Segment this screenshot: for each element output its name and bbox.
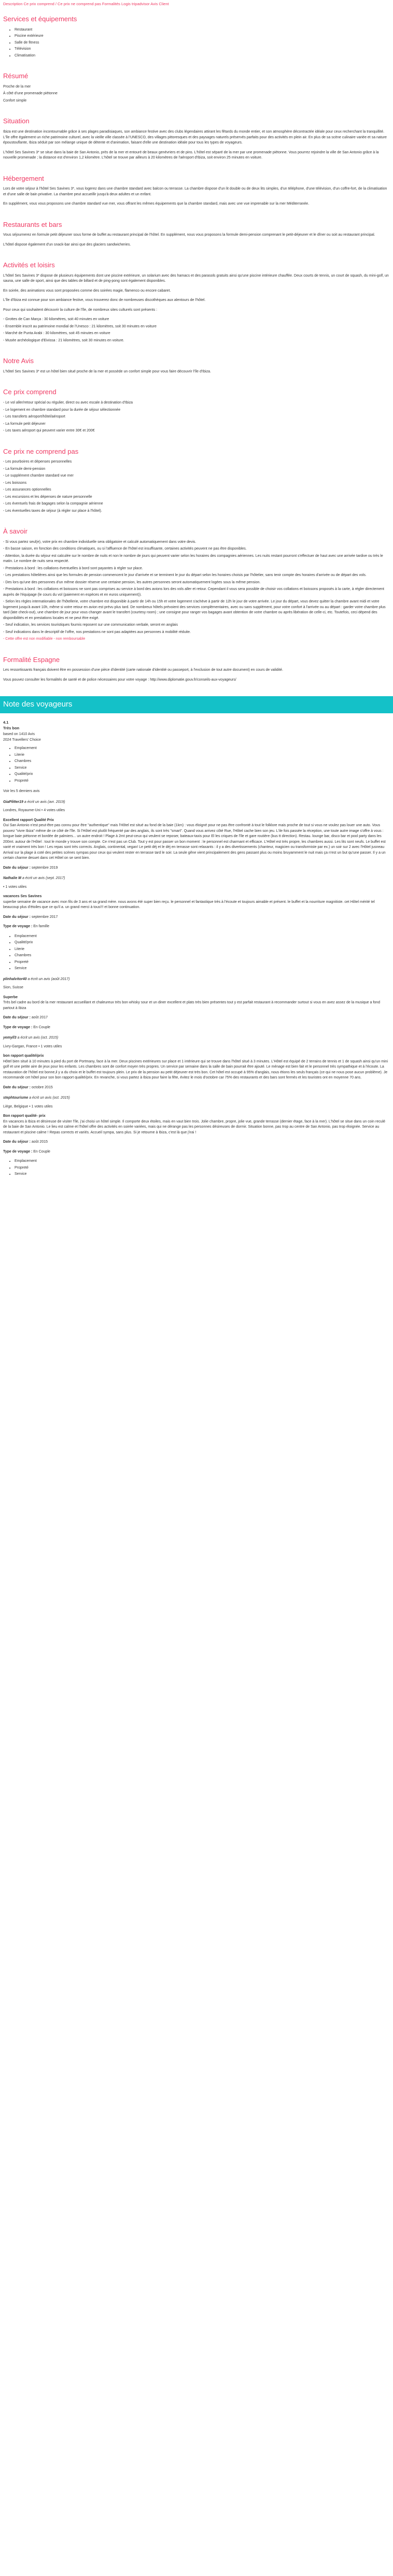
page-content [0, 0, 393, 1188]
type-label: Type de voyage : [3, 1149, 33, 1154]
prix-comprend-title: Ce prix comprend [3, 388, 57, 396]
paragraph: L'hôtel Ses Savines 3* se situe dans la baie de San Antonio, près de la mer et entouré de beaux genévriers et de pins. L'hôtel est séparé de la mer par une promenade piétonne. Vous pourrez rejoindre la ville de San Antonio grâce à la nouvelle promenade ; la distance est d'environ 1,2 kilomètre. L'hôtel se trouve par ailleurs à 20 kilomètres de l'aéroport d'Ibiza, soit environ 25 minutes en voiture. [3, 150, 379, 160]
review-visit [3, 915, 390, 920]
category-item: • Literie [15, 753, 390, 758]
list-item: - Les prestations hôtelières ainsi que les formules de pension commencent le jour d'arrivée et se terminent le jour du départ selon les horaires choisis par l'hôtelier, sans tenir compte des horaires d'arrivée ou de départ des vols. [3, 573, 367, 578]
type-label: Type de voyage : [3, 1025, 33, 1029]
review-title: Bon rapport qualité- prix [3, 1114, 46, 1118]
activites-title: Activités et loisirs [3, 261, 55, 269]
paragraph: Les ressortissants français doivent être en possession d'une pièce d'identité (carte nationale d'identité ou passeport, à l'exclusion de tout autre document) en cours de validité. [3, 668, 283, 672]
list-item: - Les assurances optionnelles [3, 488, 51, 492]
paragraph[interactable]: Vous pouvez consulter les formalités de santé et de police nécessaires pour votre voyage : http://www.diplomatie.gouv.fr/conseils-aux-voyageurs/ [3, 678, 236, 682]
hebergement-title: Hébergement [3, 174, 44, 182]
visit-label: Date du séjour : [3, 915, 31, 919]
review-location: Sion, Suisse [3, 986, 23, 990]
list-item: - En basse saison, en fonction des conditions climatiques, ou si l'affluence de l'hôtel est insuffisante, certaines activités peuvent ne pas être disponibles. [3, 547, 247, 551]
review-item [3, 876, 390, 972]
list-item: • Climatisation [15, 53, 390, 59]
resume-line: Confort simple [3, 98, 27, 103]
site-line: - Musée archéologique d'Eivissa : 21 kilomètres, soit 30 minutes en voiture. [3, 338, 124, 342]
review-author[interactable]: GiaPlitter19 [3, 800, 23, 804]
review-item [3, 977, 390, 1031]
paragraph: L'île d'Ibiza est connue pour son ambiance festive, vous trouverez donc de nombreuses discothèques aux alentours de l'hôtel. [3, 298, 206, 303]
review-categories [3, 1159, 390, 1177]
review-text: Très bel cadre au bord de la mer restaurant accueillant et chaleureux très bon whisky sour et un diner excellent et plats très bien présentes tout y est parfait restaurant à recommander surtout si vous en avez assez de la musique a fond partout à Ibiza [3, 1001, 380, 1010]
review-visit [3, 1015, 390, 1021]
prix-ne-comprend-section [3, 448, 390, 514]
review-item [3, 1096, 390, 1177]
site-line: - Grottes de Can Marça : 30 kilomètres, soit 40 minutes en voiture [3, 318, 109, 322]
list-item: • Salle de fitness [15, 40, 390, 46]
paragraph: Pour ceux qui souhaitent découvrir la culture de l'île, de nombreux sites culturels sont présents : [3, 308, 158, 312]
paragraph: Lors de votre séjour à l'hôtel Ses Savines 3*, vous logerez dans une chambre standard avec balcon ou terrasse. La chambre dispose d'un lit double ou de deux lits simples, d'un téléphone, d'une télévision, d'un coffre-fort, de la climatisation et d'une salle de bain privative. La chambre peut accueillir jusqu'à deux adultes et un enfant. [3, 187, 387, 196]
paragraph: L'hôtel Ses Savines 3* est un hôtel bien situé proche de la mer et possède un confort simple pour vous faire découvrir l'île d'Ibiza. [3, 369, 211, 373]
review-text: superbe semaine de vacance avec mon fils de 3 ans et sa grand mère. nous avons été super bien reçu. le personnel et fantastique très à l'écoute et toujours aimable et présent. le buffet et la nourriture magnitiste. cet Hôtel mérité tel beaucoup plus d'étoiles que ce qu'il a. un grand merci à tous!!! et bonne continuation. [3, 900, 375, 910]
type-value: En famille [33, 925, 49, 929]
review-date: a écrit un avis (avr. 2019) [24, 800, 65, 804]
type-value: En Couple [33, 1149, 50, 1154]
activites-section [3, 261, 390, 343]
paragraph: Ibiza est une destination incontournable grâce à ses plages paradisiaques, son ambiance festive avec des clubs légendaires attirant les fêtards du monde entier, et son atmosphère décontractée idéale pour ceux recherchant la tranquillité. L'île offre également un riche patrimoine culturel, avec la vieille ville classée à l'UNESCO, des villages pittoresques et des paysages naturels préservés parfaits pour des activités en plein air. En plus de sa scène culinaire variée et sa nature époustouflante, Ibiza séduit par son mélange unique de détente et d'animation, faisant d'elle une destination idéale pour tous les types de voyageurs. [3, 130, 387, 145]
visit-value: août 2015 [31, 1140, 48, 1144]
visit-value: octobre 2015 [31, 1085, 53, 1089]
review-visit [3, 866, 390, 871]
paragraph: En soirée, des animations vous sont proposées comme des soirées magie, flamenco ou encore cabaret. [3, 289, 171, 293]
list-item: - Les boissons [3, 481, 27, 485]
review-author-line [3, 1096, 390, 1101]
breadcrumb[interactable]: Description Ce prix comprend / Ce prix ne comprend pas Formalités Logis tripadvisor Avis Client [3, 2, 169, 6]
list-item: - Seuf indications dans le descriptif de l'offre, nos prestations ne sont pas adaptées aux personnes à mobilité réduite. [3, 630, 191, 634]
category-item: • Service [15, 966, 390, 972]
review-item [3, 800, 390, 871]
review-text: Oui San Antonio n'est peut-être pas connu pour être "authentique" mais l'Hôtel est situé au fond de la baie (1km) : vous éloigné pour ne pas être confronté à tout le folklore mais proche de tout si vous ne voulez pas louer une auto. Vous pouvez "vivre Ibiza" même de ce côté de l'île. Si l'Hôtel est plutôt fréquenté par des anglais, ils sont très "smart". Quand vous arrivez côté Rue, l'Hôtel cache bien son jeu. L'ile fois passée la réception, une toute autre image s'offre à vous : longue baie piétonne et bordée de palmiers... un autre endroit ! Plage à 2mt peut-ceux qui veulent se reposer, bateaux-taxis pour El les criques de l'île et gare routière (bus tt direction). Restau. lounge bar, disco bar et pool party dans les 200mt. autour de l'Hôtel : tout le monde y trouve son compte. Ce n'est pas un Club. Tout y est pour passer un bon moment : le personnel est charmant et efficace. L'Hôtel est très propre, les chambres aussi. Les lits sont neufs. Le buffet est varié et vraiment très bon ! Les repas sont très corrects. Anglais, continental, vegan! Le petit déj et le déj en terrasse sont relaxants : il y a des divertissements (chanteur, magicien ou transformiste par ex.) un soir sur 2 avec l'Hôtel jusneau Arrival sur la plage à coté des petites scènes sympas pour ceux qui veulent rester en terrasse tard le soir. La seule gêne vient principalement des gens passant plus ou moins bruyamment le nuit mais ça n'est un but qu'une passer. Il y a un certain charme desuet dans cet Hôtel on se sent bien. [3, 824, 386, 860]
review-text: Hôtel bien situé à 10 minutes à pied du port de Portmany, face à la mer. Deux piscines extérieures sur place et 1 intérieure qui se trouve dans l'hôtel situé à 3 minutes. L'Hôtel est équipé de 2 terrains de tennis et 1 de squash ainsi qu'un mini golf et une petite aire de jeux pour les enfants. Les chambres sont de confort moyen très propres. Un service par semaine dans la salle de bain pourrait être ajouté. Le ménage est bien fait et le personnel très sympathique et à l'écoute. La restauration de l'hôtel est bonne,il y a du choix et le buffet est toujours plein. Le prix de la pension au petit déjeuner est très bon. Cet hôtel est occupé à 95% d'anglais, nous étions les seuls français (ce qui ne nous pose aucun problème). Je recommande cet hôtel pour son bon rapport qualité/prix. En revanche, si vous partez à Ibiza pour faire la fête, évitez le mois d'octobre car 75% des restaurants et des bars sont fermés et les touristes ont en moyenne 70 ans. [3, 1059, 388, 1080]
list-item: - Prestations à bord : les collations éventuelles à bord sont payantes à régler sur place. [3, 566, 143, 570]
review-date: a écrit un avis (oct. 2015) [17, 1036, 59, 1040]
review-author-line [3, 1035, 390, 1041]
review-author[interactable]: stephtourisme [3, 1096, 29, 1100]
review-categories [3, 934, 390, 972]
review-title: Superbe [3, 995, 18, 999]
resume-line: Proche de la mer [3, 84, 31, 89]
visit-value: septembre 2019 [31, 866, 58, 870]
a-savoir-title: À savoir [3, 527, 27, 536]
category-item: • Chambres [15, 759, 390, 765]
list-item: - La formule petit déjeuner [3, 422, 46, 426]
services-title: Services et équipements [3, 15, 77, 23]
category-item: • Chambres [15, 953, 390, 959]
visit-value: septembre 2017 [31, 915, 58, 919]
paragraph: Vous séjournerez en formule petit déjeuner sous forme de buffet au restaurant principal de l'hôtel. En supplément, nous vous proposons la formule demi-pension comprenant le petit-déjeuner et le dîner ou soit au restaurant principal. [3, 233, 375, 237]
list-item: - Les transferts aéroport/hôtel/aéroport [3, 415, 65, 419]
category-item: • Emplacement [15, 934, 390, 940]
review-author[interactable]: plinhalvitor40 [3, 977, 27, 981]
rating-summary [3, 719, 390, 795]
category-item: • Emplacement [15, 1159, 390, 1164]
review-date: a écrit un avis (août 2017) [27, 977, 70, 981]
list-item: - Si vous partez seul(e), votre prix en chambre individuelle sera obligatoire et calculé automatiquement dans votre devis. [3, 540, 197, 544]
category-item: • Emplacement [15, 746, 390, 752]
list-item: • Piscine extérieure [15, 34, 390, 39]
category-item: • Propreté [15, 960, 390, 966]
restauration-title: Restaurants et bars [3, 220, 62, 228]
services-section [3, 15, 390, 59]
list-item: - Les éventuelles taxes de séjour (à régler sur place à l'hôtel). [3, 509, 102, 513]
list-item: • Télévision [15, 47, 390, 52]
review-location: Liège, Belgique • 1 votes utiles [3, 1104, 53, 1109]
type-label: Type de voyage : [3, 925, 33, 929]
list-item: - La formule demi-pension [3, 467, 46, 471]
site-line: - Marché de Punta Arabi : 30 kilomètres, soit 45 minutes en voiture [3, 332, 110, 336]
review-author[interactable]: yemyll3 [3, 1036, 17, 1040]
list-item: - Les éventuels frais de bagages selon la compagnie aérienne [3, 502, 103, 506]
list-item: - Selon les règles internationales de l'hôtellerie, votre chambre est disponible à partir de 14h ou 15h et votre logement s'achève à partir de 12h le jour de votre arrivée. Le jour du départ, vous devez quitter la chambre avant midi et votre logement jusqu'à avant 10h, même si votre retour en avion est prévu plus tard. De nombreux hôtels prévoient des services complémentaires, avec ou sans supplément, pour votre confort à l'arrivée ou au départ : garder votre chambre plus tard (late check-out), une chambre de jour pour vous changer avant le transfert (courtesy room) ; une consigne pour ranger vos bagages avant obtention de votre chambre ou après libération de celle-ci, etc. Toutefois, ceci dépend des disponibilités et en prestations locales et ne peut être exigé. [3, 600, 386, 620]
visit-label: Date du séjour : [3, 1140, 31, 1144]
review-text: En vacances à Ibiza et désireuse de visiter l'île, j'ai choisi un hôtel simple. Il comporte deux étoiles, mais en vaut bien trois. Jolie chambre, propre, jolie vue, grande terrasse (dernier étage, face à la mer). L'hôtel se situe dans un coin reculé de la baie de San Antonio. Le lieu est calme et l'hôtel offre des activités en soirée variées, mais qui ne dérange pas les personnes désireuses de dormir. Situation bonne, pas trop au centre de San Antonio, pas trop éloignée. Service au restaurant et piscine calme ! Repas corrects et variés. Accueil sympa, sans plus. Si je retourne à Ibiza, c'est là que j'irai ! [3, 1119, 386, 1134]
notre-avis-title: Notre Avis [3, 357, 34, 365]
review-type [3, 1149, 390, 1155]
award-label: 2024 Travellers' Choice [3, 738, 41, 742]
restauration-section [3, 221, 390, 248]
visit-value: août 2017 [31, 1016, 48, 1020]
formalite-title: Formalité Espagne [3, 655, 60, 664]
list-item: - Seuf indication, les services touristiques fournis reposent sur une communication verbale, seront en anglais [3, 623, 178, 627]
visit-label: Date du séjour : [3, 866, 31, 870]
category-item: • Qualité/prix [15, 940, 390, 946]
notre-avis-section [3, 357, 390, 375]
list-item: - Le supplément chambre standard vue mer [3, 474, 74, 478]
resume-title: Résumé [3, 72, 29, 80]
non-refundable-note: - Cette offre est non modifiable - non remboursable [3, 637, 86, 641]
review-type [3, 1025, 390, 1031]
category-item: • Propreté [15, 1165, 390, 1171]
review-title: Excellent rapport Qualité Prix [3, 818, 54, 822]
list-item: - Les pourboires et dépenses personnelles [3, 460, 72, 464]
last-reviews-link[interactable]: Voir les 5 derniers avis [3, 789, 40, 794]
review-item [3, 1035, 390, 1090]
category-item: • Literie [15, 947, 390, 953]
category-item: • Service [15, 1172, 390, 1177]
list-item: • Restaurant [15, 27, 390, 33]
category-item: • Propreté [15, 779, 390, 784]
review-type [3, 924, 390, 930]
site-line: - Ensemble inscrit au patrimoine mondial de l'Unesco : 21 kilomètres, soit 30 minutes en voiture [3, 324, 157, 328]
formalite-section [3, 656, 390, 683]
prix-ne-comprend-title: Ce prix ne comprend pas [3, 447, 79, 455]
review-title: vacances Ses Savines [3, 895, 42, 899]
visit-label: Date du séjour : [3, 1016, 31, 1020]
review-visit [3, 1085, 390, 1091]
review-date: a écrit un avis (oct. 2015) [29, 1096, 70, 1100]
resume-line: À côté d'une promenade piétonne [3, 92, 58, 96]
list-item: - Les excursions et les dépenses de nature personnelle [3, 495, 92, 499]
review-location: Londres, Royaume-Uni • 4 votes utiles [3, 809, 65, 813]
review-author-line [3, 800, 390, 805]
cultural-sites [3, 317, 390, 343]
services-list [3, 27, 390, 59]
review-author[interactable]: Nathalie M [3, 876, 22, 881]
category-item: • Service [15, 766, 390, 771]
paragraph: En supplément, vous vous proposons une chambre standard vue mer, vous offrant les mêmes équipements que la chambre standard, mais avec une vue imprenable sur la mer Méditerranée. [3, 202, 310, 206]
resume-section [3, 72, 390, 104]
type-value: En Couple [33, 1025, 50, 1029]
review-location: • 1 votes utiles [3, 885, 27, 889]
rating-word: Très bon [3, 726, 20, 731]
review-location: Livry-Gargan, France • 1 votes utiles [3, 1044, 62, 1048]
rating-categories [3, 746, 390, 784]
list-item: - Des lors qu'une des personnes d'un même dossier réserve une certaine pension, les autres personnes seront automatiquement logées sous la même pension. [3, 580, 261, 584]
review-author-line [3, 876, 390, 882]
list-item: - Le vol aller/retour spécial ou régulier, direct ou avec escale à destination d'Ibiza [3, 401, 133, 405]
paragraph: L'hôtel Ses Savines 3* dispose de plusieurs équipements dont une piscine extérieure, un solarium avec des hamacs et des parasols gratuits ainsi qu'une piscine intérieure chauffée. Deux courts de tennis, un court de squash, du mini-golf, un sauna, une salle de sport, ainsi que des tables de billard et de ping-pong sont également disponibles. [3, 274, 389, 283]
review-date: a écrit un avis (sept. 2017) [22, 876, 65, 881]
situation-title: Situation [3, 117, 30, 125]
category-item: • Qualité/prix [15, 772, 390, 778]
prix-comprend-section [3, 388, 390, 434]
situation-section [3, 117, 390, 161]
list-item: - Le logement en chambre standard pour la durée de séjour sélectionnée [3, 408, 121, 412]
list-item: - Prestations à bord : les collations et boissons ne sont pas comprises au service à bord des avions lors des vols aller et retour. Cependant il vous sera possible de choisir vos collations et boissons proposés à la carte, à régler directement auprès de l'équipage (le cours du vol (paiement en espèces et en euros uniquement)). [3, 587, 384, 597]
visit-label: Date du séjour : [3, 1085, 31, 1089]
list-item: - Les taxes aéroport qui peuvent varier entre 30€ et 200€ [3, 429, 95, 433]
hebergement-section [3, 175, 390, 207]
a-savoir-section [3, 527, 390, 642]
rating-score: 4.1 [3, 719, 9, 725]
review-title: bon rapport qualité/prix [3, 1054, 44, 1058]
rating-count: based on 1410 Avis [3, 732, 35, 737]
review-visit [3, 1140, 390, 1145]
list-item: - Attention, la durée du séjour est calculée sur le nombre de nuits et non le nombre de jours qui peuvent varier selon les horaires des compagnies aériennes. Les nuits restant pourront s'effectuer de haut avec une arrivée tardive ou très le matin. Le nombre de nuits sera respecté. [3, 554, 383, 564]
notes-banner: Note des voyageurs [0, 696, 393, 713]
paragraph: L'hôtel dispose également d'un snack-bar ainsi que des glaciers sandwicheries. [3, 242, 131, 247]
review-author-line [3, 977, 390, 983]
